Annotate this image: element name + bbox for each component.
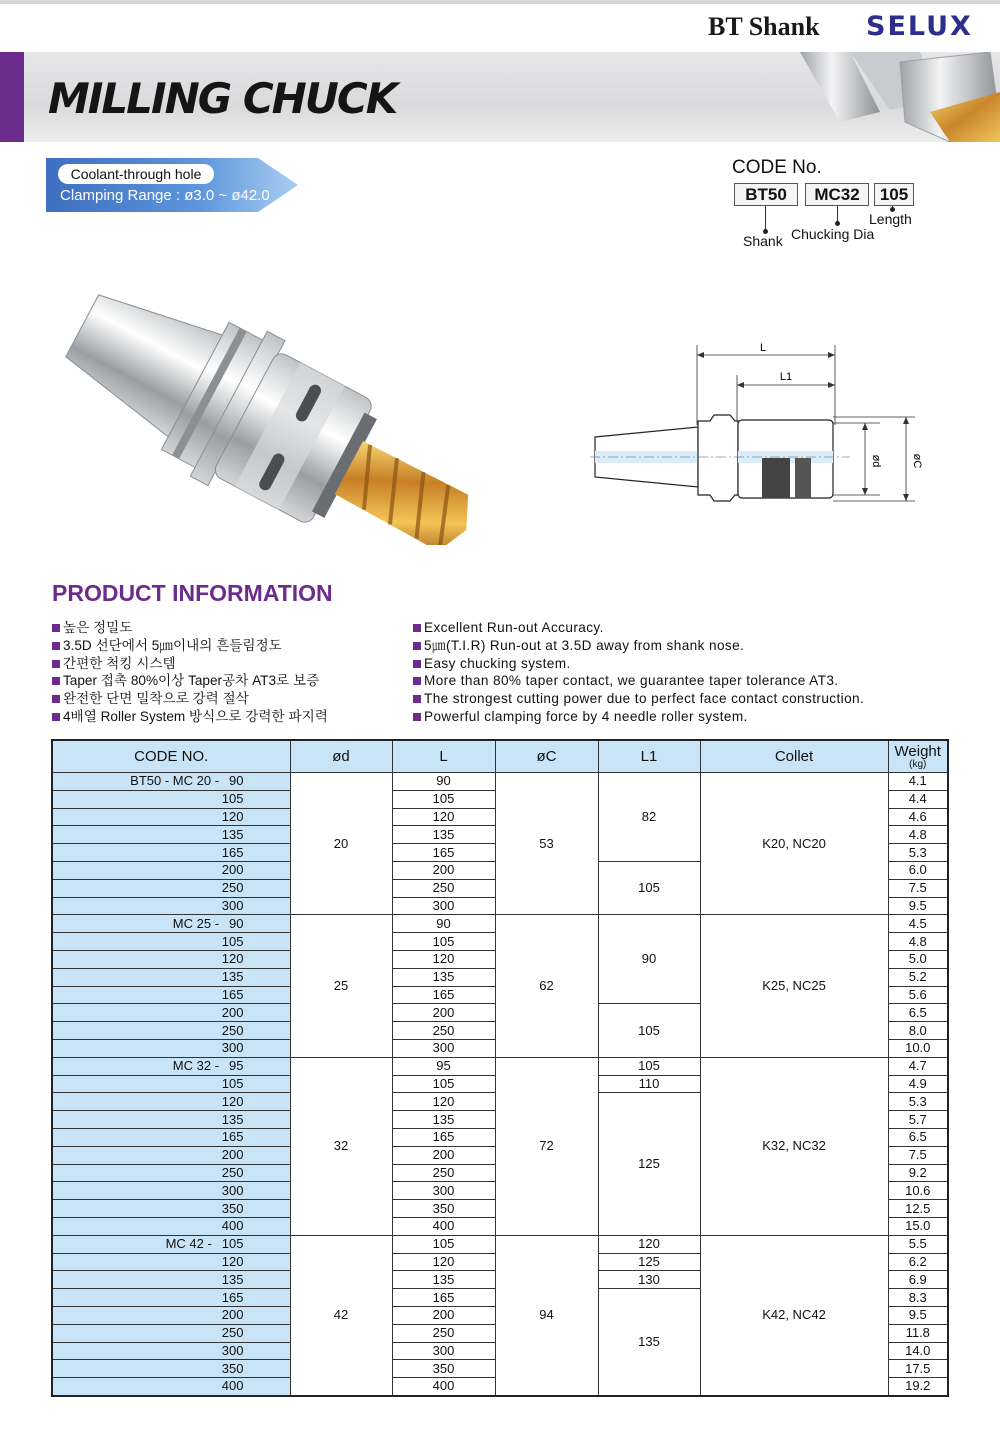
code-length: 105	[221, 791, 244, 807]
cell-weight: 5.3	[888, 1093, 948, 1111]
cell-collet: K42, NC42	[700, 1235, 888, 1396]
technical-drawing	[590, 335, 950, 535]
cell-weight: 6.2	[888, 1253, 948, 1271]
cell-L1: 125	[598, 1253, 700, 1271]
accent-tab	[0, 52, 24, 142]
cell-L: 165	[392, 986, 495, 1004]
header-bar	[0, 0, 1000, 52]
cell-weight: 15.0	[888, 1217, 948, 1235]
cell-code	[52, 1306, 290, 1324]
code-length: 135	[221, 826, 244, 842]
cell-weight: 5.2	[888, 968, 948, 986]
cell-weight: 7.5	[888, 879, 948, 897]
cell-oc: 62	[495, 915, 598, 1057]
cell-code	[52, 826, 290, 844]
cell-weight: 9.5	[888, 897, 948, 915]
code-label-shank: Shank	[743, 233, 783, 249]
cell-code	[52, 986, 290, 1004]
cell-code	[52, 879, 290, 897]
cell-L: 105	[392, 790, 495, 808]
cell-weight: 4.4	[888, 790, 948, 808]
cell-L: 300	[392, 1342, 495, 1360]
cell-code	[52, 1164, 290, 1182]
info-item: 완전한 단면 밀착으로 강력 절삭	[52, 690, 328, 708]
cell-oc: 94	[495, 1235, 598, 1396]
info-item: 4배열 Roller System 방식으로 강력한 파지력	[52, 708, 328, 726]
code-length: 135	[221, 1111, 244, 1127]
code-part-length: 105	[874, 183, 914, 206]
cell-weight: 4.8	[888, 826, 948, 844]
cell-code	[52, 1111, 290, 1129]
code-length: 200	[221, 1147, 244, 1163]
cell-oc: 53	[495, 773, 598, 915]
cell-L: 300	[392, 1182, 495, 1200]
info-item: Powerful clamping force by 4 needle roller system.	[413, 708, 864, 726]
cell-code	[52, 968, 290, 986]
code-length: 400	[221, 1378, 244, 1394]
cell-weight: 5.7	[888, 1111, 948, 1129]
series-title: BT Shank	[708, 12, 820, 41]
code-length: 120	[221, 1253, 244, 1269]
cell-L: 120	[392, 1093, 495, 1111]
cell-code	[52, 1039, 290, 1057]
cell-L: 200	[392, 1004, 495, 1022]
cell-L1: 105	[598, 1004, 700, 1057]
cell-L: 165	[392, 1289, 495, 1307]
cell-L: 165	[392, 844, 495, 862]
cell-code	[52, 1271, 290, 1289]
code-length: 105	[221, 1236, 244, 1252]
cell-weight: 5.0	[888, 950, 948, 968]
code-prefix: BT50 - MC 20 -	[130, 773, 220, 789]
col-header-L1: L1	[598, 740, 700, 773]
info-item: 5㎛(T.I.R) Run-out at 3.5D away from shank nose.	[413, 637, 864, 655]
cell-L: 350	[392, 1360, 495, 1378]
cell-od: 25	[290, 915, 392, 1057]
cell-L: 200	[392, 1306, 495, 1324]
code-part-dia: MC32	[805, 183, 869, 206]
col-header-L: L	[392, 740, 495, 773]
cell-L: 90	[392, 915, 495, 933]
cell-L: 200	[392, 861, 495, 879]
cell-L: 135	[392, 1111, 495, 1129]
cell-L1: 120	[598, 1235, 700, 1253]
code-length: 300	[221, 897, 244, 913]
code-length: 120	[221, 951, 244, 967]
cell-weight: 8.3	[888, 1289, 948, 1307]
cell-weight: 4.1	[888, 773, 948, 791]
cell-L: 105	[392, 933, 495, 951]
cell-L: 165	[392, 1128, 495, 1146]
info-item: 높은 정밀도	[52, 619, 328, 637]
spec-table	[51, 739, 949, 1397]
cell-code	[52, 1342, 290, 1360]
cell-L1: 110	[598, 1075, 700, 1093]
code-length: 350	[221, 1360, 244, 1376]
cell-weight: 7.5	[888, 1146, 948, 1164]
info-item: Taper 접촉 80%이상 Taper공차 AT3로 보증	[52, 672, 328, 690]
cell-code	[52, 808, 290, 826]
cell-weight: 5.5	[888, 1235, 948, 1253]
cell-weight: 4.7	[888, 1057, 948, 1075]
cell-code	[52, 1360, 290, 1378]
info-list-english	[413, 619, 864, 726]
cell-code	[52, 1075, 290, 1093]
weight-label: Weight	[894, 742, 941, 760]
cell-L: 120	[392, 808, 495, 826]
top-rule	[0, 0, 1000, 4]
code-title: CODE No.	[732, 157, 822, 178]
section-heading: PRODUCT INFORMATION	[52, 580, 333, 606]
cell-L1: 130	[598, 1271, 700, 1289]
cell-L1: 135	[598, 1289, 700, 1396]
cell-L1: 125	[598, 1093, 700, 1235]
cell-L: 135	[392, 1271, 495, 1289]
cell-weight: 19.2	[888, 1378, 948, 1396]
code-length: 165	[221, 844, 244, 860]
col-header-collet: Collet	[700, 740, 888, 773]
code-length: 200	[221, 862, 244, 878]
cell-weight: 6.5	[888, 1004, 948, 1022]
cell-L: 120	[392, 950, 495, 968]
cell-weight: 17.5	[888, 1360, 948, 1378]
cell-weight: 4.5	[888, 915, 948, 933]
info-item: 간편한 척킹 시스템	[52, 655, 328, 673]
cell-L: 250	[392, 879, 495, 897]
cell-code	[52, 1200, 290, 1218]
code-prefix: MC 32 -	[172, 1058, 220, 1074]
cell-weight: 9.2	[888, 1164, 948, 1182]
brand-logo: SELUX	[866, 11, 973, 42]
code-length: 250	[221, 880, 244, 896]
code-length: 350	[221, 1200, 244, 1216]
cell-weight: 5.6	[888, 986, 948, 1004]
cell-weight: 6.5	[888, 1128, 948, 1146]
code-length: 250	[221, 1164, 244, 1180]
drawing-knurl	[762, 458, 790, 498]
code-length: 300	[221, 1182, 244, 1198]
info-item: More than 80% taper contact, we guarantee taper tolerance AT3.	[413, 672, 864, 690]
clamping-range: Clamping Range : ø3.0 ~ ø42.0	[60, 187, 270, 204]
cell-code	[52, 1378, 290, 1396]
cell-od: 32	[290, 1057, 392, 1235]
cell-code	[52, 1057, 290, 1075]
cell-code	[52, 1217, 290, 1235]
table-header-row	[52, 740, 948, 773]
cell-L1: 105	[598, 861, 700, 914]
cell-code	[52, 773, 290, 791]
table-body	[52, 773, 948, 1396]
col-header-oc: øC	[495, 740, 598, 773]
cell-collet: K20, NC20	[700, 773, 888, 915]
code-length: 165	[221, 1129, 244, 1145]
table-row	[52, 1057, 948, 1075]
code-length: 135	[221, 969, 244, 985]
code-length: 300	[221, 1040, 244, 1056]
cell-L: 90	[392, 773, 495, 791]
cell-oc: 72	[495, 1057, 598, 1235]
code-length: 135	[221, 1271, 244, 1287]
cell-weight: 10.0	[888, 1039, 948, 1057]
cell-code	[52, 1235, 290, 1253]
info-item: 3.5D 선단에서 5㎛이내의 흔들림정도	[52, 637, 328, 655]
dim-label-od: ød	[870, 454, 882, 468]
cell-code	[52, 861, 290, 879]
cell-code	[52, 1182, 290, 1200]
cell-code	[52, 950, 290, 968]
cell-weight: 10.6	[888, 1182, 948, 1200]
feature-badge: Coolant-through hole	[58, 164, 214, 184]
cell-weight: 9.5	[888, 1306, 948, 1324]
info-item: Easy chucking system.	[413, 655, 864, 673]
info-item: Excellent Run-out Accuracy.	[413, 619, 864, 637]
cell-weight: 6.9	[888, 1271, 948, 1289]
product-photo	[50, 285, 470, 545]
cell-weight: 11.8	[888, 1324, 948, 1342]
cell-L: 135	[392, 968, 495, 986]
cell-L: 250	[392, 1164, 495, 1182]
cell-collet: K25, NC25	[700, 915, 888, 1057]
cell-od: 20	[290, 773, 392, 915]
code-length: 165	[221, 986, 244, 1002]
code-length: 250	[221, 1022, 244, 1038]
cell-code	[52, 1253, 290, 1271]
code-length: 105	[221, 1075, 244, 1091]
cell-weight: 4.9	[888, 1075, 948, 1093]
cell-code	[52, 1146, 290, 1164]
cell-code	[52, 844, 290, 862]
code-length: 120	[221, 1093, 244, 1109]
cell-code	[52, 1289, 290, 1307]
cell-L: 400	[392, 1378, 495, 1396]
code-length: 105	[221, 933, 244, 949]
cell-weight: 4.6	[888, 808, 948, 826]
cell-weight: 8.0	[888, 1022, 948, 1040]
table-row	[52, 773, 948, 791]
cell-L: 120	[392, 1253, 495, 1271]
cell-code	[52, 790, 290, 808]
col-header-od: ød	[290, 740, 392, 773]
code-length: 400	[221, 1218, 244, 1234]
code-label-dia: Chucking Dia	[791, 226, 875, 242]
col-header-weight	[888, 740, 948, 773]
cell-code	[52, 1324, 290, 1342]
code-length: 90	[229, 773, 244, 789]
cell-code	[52, 915, 290, 933]
cell-weight: 12.5	[888, 1200, 948, 1218]
cell-code	[52, 933, 290, 951]
cell-weight: 6.0	[888, 861, 948, 879]
cell-L: 135	[392, 826, 495, 844]
code-length: 120	[221, 808, 244, 824]
code-length: 95	[229, 1058, 244, 1074]
cell-L1: 82	[598, 773, 700, 862]
code-length: 200	[221, 1004, 244, 1020]
cell-code	[52, 897, 290, 915]
code-label-length: Length	[869, 211, 912, 227]
dim-label-L1: L1	[779, 371, 793, 383]
code-length: 200	[221, 1307, 244, 1323]
code-prefix: MC 25 -	[172, 915, 220, 931]
table-row	[52, 915, 948, 933]
dim-label-oc: øC	[911, 453, 923, 469]
cell-weight: 4.8	[888, 933, 948, 951]
cell-L: 250	[392, 1324, 495, 1342]
cell-code	[52, 1004, 290, 1022]
cell-collet: K32, NC32	[700, 1057, 888, 1235]
cell-L: 250	[392, 1022, 495, 1040]
weight-unit: (kg)	[909, 758, 927, 770]
cell-weight: 5.3	[888, 844, 948, 862]
code-part-shank: BT50	[734, 183, 798, 206]
cell-L: 400	[392, 1217, 495, 1235]
cell-code	[52, 1093, 290, 1111]
page-title: MILLING CHUCK	[48, 74, 397, 123]
info-list-korean	[52, 619, 328, 726]
cell-L: 200	[392, 1146, 495, 1164]
cell-od: 42	[290, 1235, 392, 1396]
code-length: 90	[229, 915, 244, 931]
table-row	[52, 1235, 948, 1253]
cell-L: 300	[392, 897, 495, 915]
code-prefix: MC 42 -	[165, 1236, 212, 1252]
cell-code	[52, 1022, 290, 1040]
info-item: The strongest cutting power due to perfect face contact construction.	[413, 690, 864, 708]
cell-L: 105	[392, 1075, 495, 1093]
cell-code	[52, 1128, 290, 1146]
code-length: 250	[221, 1325, 244, 1341]
code-length: 300	[221, 1342, 244, 1358]
cell-L1: 90	[598, 915, 700, 1004]
cell-L: 95	[392, 1057, 495, 1075]
drawing-flange	[698, 415, 738, 501]
cell-weight: 14.0	[888, 1342, 948, 1360]
col-header-code: CODE NO.	[52, 740, 290, 773]
cell-L: 350	[392, 1200, 495, 1218]
cell-L1: 105	[598, 1057, 700, 1075]
cell-L: 105	[392, 1235, 495, 1253]
dim-label-L: L	[759, 342, 767, 354]
code-length: 165	[221, 1289, 244, 1305]
cell-L: 300	[392, 1039, 495, 1057]
